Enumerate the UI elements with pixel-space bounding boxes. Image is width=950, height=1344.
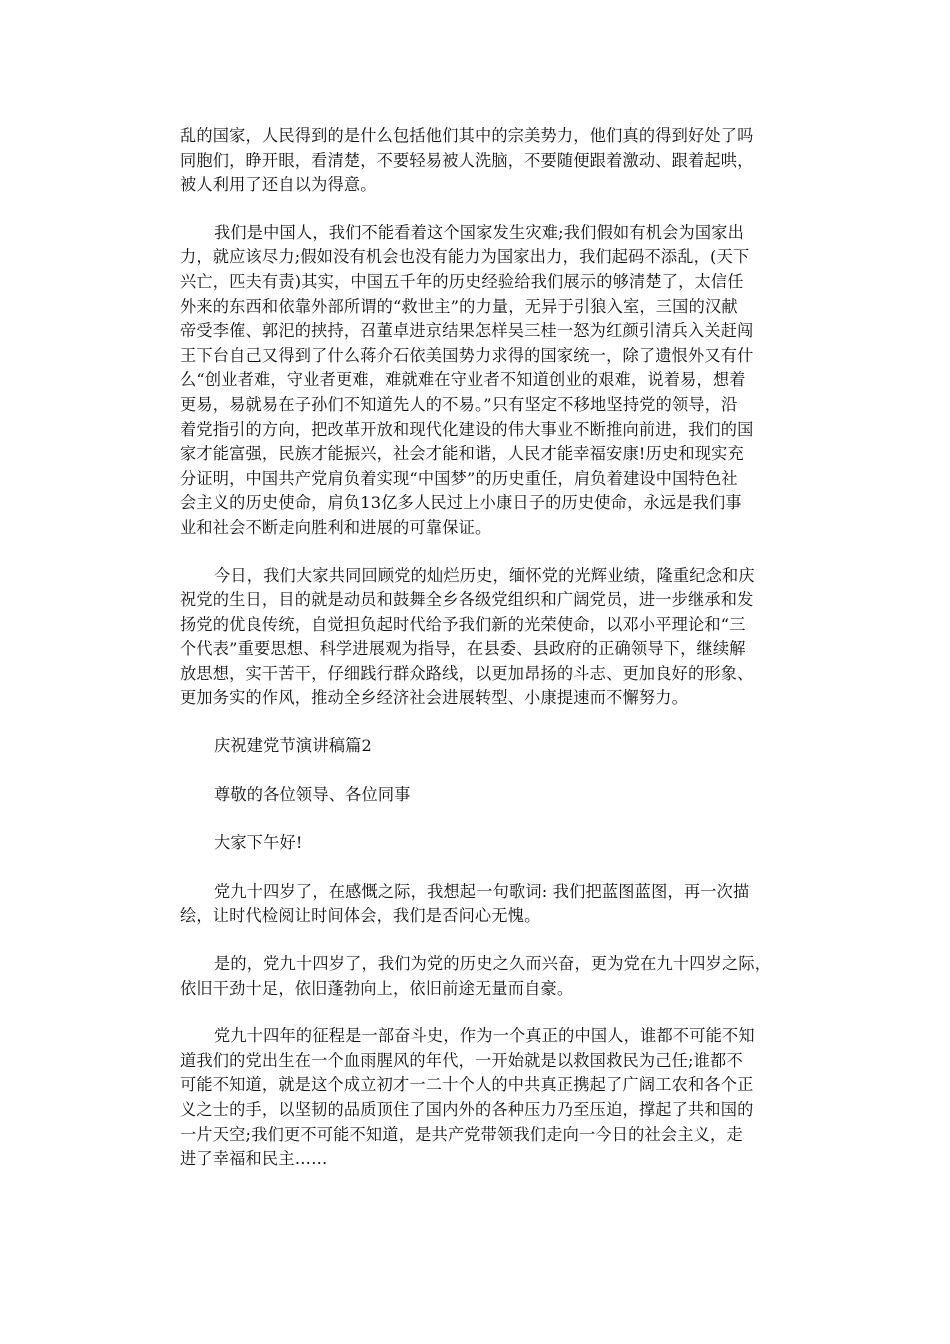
text-line: 同胞们，睁开眼，看清楚，不要轻易被人洗脑，不要随便跟着激动、跟着起哄， (180, 150, 754, 170)
text-line: 党九十四年的征程是一部奋斗史，作为一个真正的中国人，谁都不可能不知 (214, 1026, 755, 1046)
text-line: 更易，易就易在子孙们不知道先人的不易。”只有坚定不移地坚持党的领导，沿 (180, 394, 738, 414)
text-line: 更加务实的作风，推动全乡经济社会进展转型、小康提速而不懈努力。 (180, 688, 689, 708)
text-line: 我们是中国人，我们不能看着这个国家发生灾难;我们假如有机会为国家出 (214, 222, 745, 242)
text-line: 王下台自己又得到了什么蒋介石依美国势力求得的国家统一，除了遗恨外又有什 (180, 345, 754, 365)
text-line: 帝受李傕、郭汜的挟持，召董卓进京结果怎样吴三桂一怒为红颜引清兵入关赶闯 (180, 321, 754, 341)
text-line: 被人利用了还自以为得意。 (180, 175, 377, 195)
salutation (180, 783, 780, 808)
salutation-text: 尊敬的各位领导、各位同事 (214, 784, 411, 804)
text-line: 着党指引的方向，把改革开放和现代化建设的伟大事业不断推向前进，我们的国 (180, 419, 754, 439)
text-line: 兴亡，匹夫有责)其实，中国五千年的历史经验给我们展示的够清楚了，太信任 (180, 271, 744, 291)
text-line: 个代表”重要思想、科学进展观为指导，在县委、县政府的正确领导下，继续解 (180, 639, 746, 659)
text-line: 家才能富强，民族才能振兴，社会才能和谐，人民才能幸福安康!历史和现实充 (180, 444, 744, 464)
text-line: 绘，让时代检阅让时间体会，我们是否问心无愧。 (180, 906, 541, 926)
greeting (180, 831, 780, 856)
text-line: 是的，党九十四岁了，我们为党的历史之久而兴奋，更为党在九十四岁之际， (214, 954, 772, 974)
text-line: 分证明，中国共产党肩负着实现“中国梦”的历史重任，肩负着建设中国特色社 (180, 468, 738, 488)
text-line: 今日，我们大家共同回顾党的灿烂历史，缅怀党的光辉业绩，隆重纪念和庆 (214, 565, 755, 585)
text-line: 力，就应该尽力;假如没有机会也没有能力为国家出力，我们起码不添乱，(天下 (180, 247, 750, 267)
paragraph (180, 1024, 780, 1172)
text-line: 依旧干劲十足，依旧蓬勃向上，依旧前途无量而自豪。 (180, 978, 574, 998)
text-line: 党九十四岁了，在感慨之际，我想起一句歌词: 我们把蓝图蓝图，再一次描 (214, 881, 750, 901)
paragraph (180, 952, 780, 1001)
text-line: 业和社会不断走向胜利和进展的可靠保证。 (180, 517, 492, 537)
text-line: 进了幸福和民主…… (180, 1149, 328, 1169)
text-line: 会主义的历史使命，肩负13亿多人民过上小康日子的历史使命，永远是我们事 (180, 493, 742, 513)
text-line: 可能不知道，就是这个成立初才一二十个人的中共真正携起了广阔工农和各个正 (180, 1075, 754, 1095)
text-line: 么“创业者难，守业者更难，难就难在守业者不知道创业的艰难，说着易，想着 (180, 370, 746, 390)
text-line: 道我们的党出生在一个血雨腥风的年代，一开始就是以救国救民为己任;谁都不 (180, 1050, 743, 1070)
paragraph (180, 880, 780, 929)
document-body (180, 124, 780, 1195)
paragraph (180, 564, 780, 712)
greeting-text: 大家下午好! (214, 833, 303, 853)
paragraph (180, 221, 780, 541)
text-line: 扬党的优良传统，自觉担负起时代给予我们新的光荣使命，以邓小平理论和“三 (180, 614, 746, 634)
text-line: 义之士的手，以坚韧的品质顶住了国内外的各种压力乃至压迫，撑起了共和国的 (180, 1100, 754, 1119)
section-heading (180, 734, 780, 759)
text-line: 一片天空;我们更不可能不知道，是共产党带领我们走向一今日的社会主义，走 (180, 1124, 743, 1144)
heading-text: 庆祝建党节演讲稿篇2 (214, 736, 372, 756)
text-line: 外来的东西和依靠外部所谓的“救世主”的力量，无异于引狼入室，三国的汉献 (180, 296, 738, 316)
text-line: 乱的国家，人民得到的是什么包括他们其中的宗美势力，他们真的得到好处了吗 (180, 126, 754, 145)
text-line: 祝党的生日，目的就是动员和鼓舞全乡各级党组织和广阔党员，进一步继承和发 (180, 590, 754, 610)
text-line: 放思想，实干苦干，仔细践行群众路线，以更加昂扬的斗志、更加良好的形象、 (180, 663, 754, 683)
paragraph (180, 124, 780, 198)
